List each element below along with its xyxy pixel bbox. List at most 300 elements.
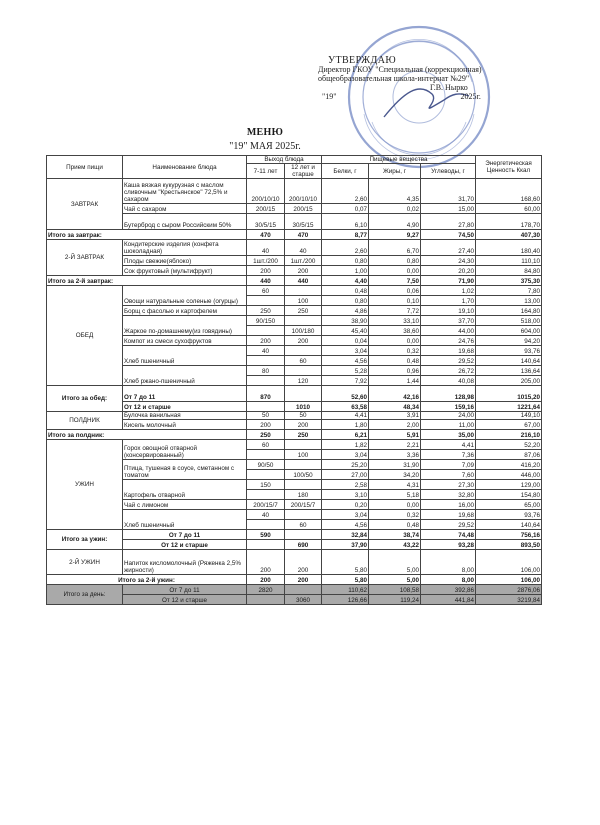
fat-value: 0,32 [369, 510, 421, 520]
protein-value: 32,84 [322, 530, 369, 540]
energy-value: 178,70 [476, 214, 542, 230]
yield-7-11 [247, 296, 285, 306]
energy-value: 756,16 [476, 530, 542, 540]
fat-value: 4,35 [369, 179, 421, 204]
yield-12 [285, 460, 322, 470]
carbs-value: 7,09 [421, 460, 476, 470]
energy-value: 1015,20 [476, 386, 542, 402]
total-age-label: От 12 и старше [123, 595, 247, 605]
protein-value: 25,20 [322, 460, 369, 470]
header-meal: Прием пищи [47, 156, 123, 179]
approval-block [318, 56, 533, 101]
yield-12: 1010 [285, 402, 322, 412]
yield-7-11: 30/5/15 [247, 214, 285, 230]
carbs-value: 37,70 [421, 316, 476, 326]
carbs-value: 44,00 [421, 326, 476, 336]
yield-7-11: 60 [247, 440, 285, 450]
header-carbs: Углеводы, г [421, 164, 476, 179]
yield-12 [285, 386, 322, 402]
fat-value: 7,50 [369, 276, 421, 286]
protein-value: 5,80 [322, 575, 369, 585]
yield-12: 470 [285, 230, 322, 240]
yield-7-11 [247, 470, 285, 480]
protein-value: 37,90 [322, 540, 369, 550]
energy-value: 106,00 [476, 550, 542, 575]
meal-dinner: УЖИН [47, 440, 123, 530]
fat-value: 5,91 [369, 430, 421, 440]
energy-value: 110,10 [476, 256, 542, 266]
dish-name: Кисель молочный [123, 420, 247, 430]
dish-name: Борщ с фасолью и картофелем [123, 306, 247, 316]
carbs-value: 8,00 [421, 575, 476, 585]
yield-12: 1шт./200 [285, 256, 322, 266]
yield-12: 250 [285, 306, 322, 316]
header-age-7-11: 7-11 лет [247, 164, 285, 179]
yield-7-11: 440 [247, 276, 285, 286]
yield-12: 200/15/7 [285, 500, 322, 510]
total-age-label: От 7 до 11 [123, 585, 247, 595]
carbs-value: 26,72 [421, 366, 476, 376]
protein-value: 0,04 [322, 336, 369, 346]
header-fat: Жиры, г [369, 164, 421, 179]
dish-name: Овощи натуральные соленые (огурцы) [123, 286, 247, 306]
carbs-value: 27,40 [421, 240, 476, 256]
carbs-value: 19,10 [421, 306, 476, 316]
energy-value: 149,10 [476, 412, 542, 420]
fat-value: 5,18 [369, 490, 421, 500]
fat-value: 6,70 [369, 240, 421, 256]
table-row [47, 286, 542, 296]
protein-value: 2,58 [322, 480, 369, 490]
dish-name: Горох овощной отварной (консервированный) [123, 440, 247, 460]
fat-value: 3,36 [369, 450, 421, 460]
energy-value: 893,50 [476, 540, 542, 550]
yield-12: 200/10/10 [285, 179, 322, 204]
carbs-value: 441,84 [421, 595, 476, 605]
carbs-value: 74,48 [421, 530, 476, 540]
approval-date-day: "19" [322, 92, 337, 101]
yield-7-11 [247, 490, 285, 500]
total-row-snack [47, 430, 542, 440]
header-energy: Энергетическая Ценность Ккал [476, 156, 542, 179]
yield-12 [285, 286, 322, 296]
fat-value: 1,44 [369, 376, 421, 386]
carbs-value: 159,16 [421, 402, 476, 412]
energy-value: 65,00 [476, 500, 542, 510]
fat-value: 5,00 [369, 575, 421, 585]
header-protein: Белки, г [322, 164, 369, 179]
fat-value: 0,00 [369, 336, 421, 346]
protein-value: 3,04 [322, 510, 369, 520]
energy-value: 407,30 [476, 230, 542, 240]
carbs-value: 24,76 [421, 336, 476, 346]
dish-name: Плоды свежие(яблоко) [123, 256, 247, 266]
yield-7-11: 870 [247, 386, 285, 402]
energy-value: 604,00 [476, 326, 542, 336]
table-row [47, 179, 542, 204]
yield-7-11: 200 [247, 420, 285, 430]
approval-signer: Г.В. Нырко [430, 83, 468, 92]
yield-12: 60 [285, 356, 322, 366]
energy-value: 518,00 [476, 316, 542, 326]
protein-value: 1,00 [322, 266, 369, 276]
fat-value: 31,90 [369, 460, 421, 470]
approval-date-year: 2025г. [460, 92, 481, 101]
fat-value: 38,74 [369, 530, 421, 540]
fat-value: 34,20 [369, 470, 421, 480]
total-row-lunch-7-11 [47, 386, 542, 402]
yield-7-11: 40 [247, 346, 285, 356]
total-label-dinner: Итого за ужин: [47, 530, 123, 550]
carbs-value: 1,02 [421, 286, 476, 296]
carbs-value: 1,70 [421, 296, 476, 306]
carbs-value: 40,08 [421, 376, 476, 386]
yield-12: 200 [285, 550, 322, 575]
fat-value: 7,72 [369, 306, 421, 316]
total-label: Итого за завтрак: [47, 230, 247, 240]
fat-value: 3,91 [369, 412, 421, 420]
yield-12 [285, 346, 322, 356]
protein-value: 63,58 [322, 402, 369, 412]
header-yield: Выход блюда [247, 156, 322, 164]
carbs-value: 32,80 [421, 490, 476, 500]
energy-value: 446,00 [476, 470, 542, 480]
protein-value: 6,10 [322, 214, 369, 230]
meal-lunch: ОБЕД [47, 286, 123, 386]
table-row [47, 240, 542, 256]
carbs-value: 16,00 [421, 500, 476, 510]
yield-12 [285, 366, 322, 376]
yield-7-11: 80 [247, 366, 285, 376]
energy-value: 87,06 [476, 450, 542, 460]
protein-value: 2,60 [322, 240, 369, 256]
dish-name: Каша вязкая кукурузная с маслом сливочным "Крестьянское" 72,5% и сахаром [123, 179, 247, 204]
carbs-value: 19,68 [421, 510, 476, 520]
yield-12: 200 [285, 575, 322, 585]
total-row-breakfast [47, 230, 542, 240]
yield-7-11: 50 [247, 412, 285, 420]
protein-value: 27,00 [322, 470, 369, 480]
energy-value: 1221,64 [476, 402, 542, 412]
carbs-value: 24,00 [421, 412, 476, 420]
energy-value: 180,40 [476, 240, 542, 256]
yield-7-11: 90/150 [247, 316, 285, 326]
dish-name: Кондитерские изделия (конфета шоколадная) [123, 240, 247, 256]
energy-value: 94,20 [476, 336, 542, 346]
yield-12 [285, 440, 322, 450]
protein-value: 4,41 [322, 412, 369, 420]
fat-value: 0,02 [369, 204, 421, 214]
yield-12: 50 [285, 412, 322, 420]
fat-value: 33,10 [369, 316, 421, 326]
page-title: МЕНЮ [246, 127, 284, 138]
carbs-value: 128,98 [421, 386, 476, 402]
yield-7-11: 2820 [247, 585, 285, 595]
protein-value: 4,86 [322, 306, 369, 316]
fat-value: 42,16 [369, 386, 421, 402]
protein-value: 3,04 [322, 450, 369, 460]
carbs-value: 71,90 [421, 276, 476, 286]
energy-value: 52,20 [476, 440, 542, 450]
yield-7-11 [247, 595, 285, 605]
fat-value: 9,27 [369, 230, 421, 240]
energy-value: 140,64 [476, 520, 542, 530]
header-age-12: 12 лет и старше [285, 164, 322, 179]
carbs-value: 29,52 [421, 520, 476, 530]
dish-name: Хлеб пшеничный [123, 346, 247, 366]
carbs-value: 29,52 [421, 356, 476, 366]
protein-value: 0,80 [322, 256, 369, 266]
energy-value: 136,64 [476, 366, 542, 376]
energy-value: 168,60 [476, 179, 542, 204]
yield-7-11 [247, 450, 285, 460]
approval-title: УТВЕРЖДАЮ [328, 55, 397, 66]
fat-value: 2,21 [369, 440, 421, 450]
yield-7-11: 40 [247, 240, 285, 256]
carbs-value: 35,00 [421, 430, 476, 440]
yield-12: 200 [285, 420, 322, 430]
energy-value: 2876,06 [476, 585, 542, 595]
dish-name: Напиток кисломолочный (Ряженка 2,5% жирности) [123, 550, 247, 575]
yield-12: 60 [285, 520, 322, 530]
total-label: Итого за 2-й ужин: [47, 575, 247, 585]
protein-value: 2,60 [322, 179, 369, 204]
yield-7-11: 200 [247, 550, 285, 575]
energy-value: 93,76 [476, 346, 542, 356]
yield-7-11: 90/50 [247, 460, 285, 470]
energy-value: 164,80 [476, 306, 542, 316]
fat-value: 0,06 [369, 286, 421, 296]
energy-value: 93,76 [476, 510, 542, 520]
carbs-value: 7,36 [421, 450, 476, 460]
yield-12: 120 [285, 376, 322, 386]
yield-7-11: 1шт./200 [247, 256, 285, 266]
total-label: Итого за 2-й завтрак: [47, 276, 247, 286]
yield-12 [285, 316, 322, 326]
protein-value: 0,48 [322, 286, 369, 296]
yield-7-11: 150 [247, 480, 285, 490]
protein-value: 45,40 [322, 326, 369, 336]
dish-name: Птица, тушеная в соусе, сметанном с томатом [123, 460, 247, 480]
fat-value: 0,48 [369, 520, 421, 530]
yield-12: 180 [285, 490, 322, 500]
protein-value: 8,77 [322, 230, 369, 240]
day-total-row-7-11 [47, 585, 542, 595]
yield-7-11: 200/10/10 [247, 179, 285, 204]
fat-value: 5,00 [369, 550, 421, 575]
carbs-value: 31,70 [421, 179, 476, 204]
yield-7-11: 200 [247, 575, 285, 585]
protein-value: 3,10 [322, 490, 369, 500]
protein-value: 38,90 [322, 316, 369, 326]
protein-value: 6,21 [322, 430, 369, 440]
protein-value: 5,28 [322, 366, 369, 376]
carbs-value: 4,41 [421, 440, 476, 450]
dish-name: Чай с сахаром [123, 204, 247, 214]
fat-value: 0,00 [369, 266, 421, 276]
carbs-value: 74,50 [421, 230, 476, 240]
meal-breakfast: ЗАВТРАК [47, 179, 123, 230]
energy-value: 416,20 [476, 460, 542, 470]
energy-value: 140,64 [476, 356, 542, 366]
protein-value: 5,80 [322, 550, 369, 575]
yield-7-11: 60 [247, 286, 285, 296]
yield-12: 250 [285, 430, 322, 440]
yield-12: 440 [285, 276, 322, 286]
approval-line-2: общеобразовательная школа-интернат №29" [318, 74, 470, 83]
energy-value: 13,00 [476, 296, 542, 306]
yield-7-11: 250 [247, 306, 285, 316]
yield-12: 100/180 [285, 326, 322, 336]
yield-7-11 [247, 540, 285, 550]
header-dish: Наименование блюда [123, 156, 247, 179]
yield-12 [285, 530, 322, 540]
approval-line-1: Директор ГКОУ "Специальная (коррекционная) [318, 65, 482, 74]
yield-7-11: 470 [247, 230, 285, 240]
meal-snack: ПОЛДНИК [47, 412, 123, 430]
page-subtitle: "19" МАЯ 2025г. [229, 141, 301, 152]
protein-value: 0,20 [322, 500, 369, 510]
total-age-label: От 7 до 11 [123, 386, 247, 402]
yield-12: 40 [285, 240, 322, 256]
dish-name: Картофель отварной [123, 480, 247, 500]
yield-7-11 [247, 520, 285, 530]
total-label: Итого за полдник: [47, 430, 247, 440]
carbs-value: 15,00 [421, 204, 476, 214]
fat-value: 0,10 [369, 296, 421, 306]
yield-12 [285, 585, 322, 595]
yield-7-11 [247, 356, 285, 366]
yield-12 [285, 480, 322, 490]
yield-7-11: 200/15 [247, 204, 285, 214]
carbs-value: 8,00 [421, 550, 476, 575]
header-row-1 [47, 156, 542, 164]
yield-12: 100 [285, 296, 322, 306]
yield-7-11: 590 [247, 530, 285, 540]
yield-12: 3060 [285, 595, 322, 605]
protein-value: 4,40 [322, 276, 369, 286]
yield-12: 100/50 [285, 470, 322, 480]
energy-value: 205,00 [476, 376, 542, 386]
meal-dinner-2: 2-Й УЖИН [47, 550, 123, 575]
protein-value: 1,80 [322, 420, 369, 430]
total-age-label: От 12 и старше [123, 402, 247, 412]
table-row [47, 440, 542, 450]
protein-value: 1,82 [322, 440, 369, 450]
energy-value: 60,00 [476, 204, 542, 214]
yield-12: 30/5/15 [285, 214, 322, 230]
fat-value: 2,00 [369, 420, 421, 430]
yield-7-11: 200/15/7 [247, 500, 285, 510]
protein-value: 3,04 [322, 346, 369, 356]
protein-value: 110,62 [322, 585, 369, 595]
protein-value: 4,56 [322, 356, 369, 366]
energy-value: 67,00 [476, 420, 542, 430]
carbs-value: 24,30 [421, 256, 476, 266]
energy-value: 154,80 [476, 490, 542, 500]
carbs-value: 27,30 [421, 480, 476, 490]
yield-7-11: 250 [247, 430, 285, 440]
yield-12 [285, 510, 322, 520]
total-age-label: От 7 до 11 [123, 530, 247, 540]
protein-value: 0,07 [322, 204, 369, 214]
yield-12: 100 [285, 450, 322, 460]
table-row [47, 550, 542, 575]
carbs-value: 93,28 [421, 540, 476, 550]
fat-value: 0,32 [369, 346, 421, 356]
fat-value: 38,60 [369, 326, 421, 336]
yield-7-11 [247, 402, 285, 412]
menu-table [46, 155, 542, 605]
approval-date [322, 92, 533, 101]
total-row-dinner-2 [47, 575, 542, 585]
yield-7-11: 200 [247, 266, 285, 276]
dish-name: Сок фруктовый (мультифрукт) [123, 266, 247, 276]
fat-value: 0,80 [369, 256, 421, 266]
fat-value: 0,48 [369, 356, 421, 366]
energy-value: 7,80 [476, 286, 542, 296]
dish-name: Бутерброд с сыром Российским 50% [123, 214, 247, 230]
day-total-label: Итого за день: [47, 585, 123, 605]
dish-name: Булочка ванильная [123, 412, 247, 420]
header-nutrients: Пищевые вещества [322, 156, 476, 164]
fat-value: 43,22 [369, 540, 421, 550]
total-label-lunch: Итого за обед: [47, 386, 123, 412]
yield-7-11 [247, 326, 285, 336]
energy-value: 106,00 [476, 575, 542, 585]
total-row-dinner-7-11 [47, 530, 542, 540]
fat-value: 48,34 [369, 402, 421, 412]
table-row [47, 412, 542, 420]
energy-value: 129,00 [476, 480, 542, 490]
total-age-label: От 12 и старше [123, 540, 247, 550]
carbs-value: 27,80 [421, 214, 476, 230]
fat-value: 108,58 [369, 585, 421, 595]
carbs-value: 19,68 [421, 346, 476, 356]
carbs-value: 7,60 [421, 470, 476, 480]
energy-value: 375,30 [476, 276, 542, 286]
fat-value: 4,31 [369, 480, 421, 490]
yield-12: 200/15 [285, 204, 322, 214]
yield-12: 200 [285, 266, 322, 276]
protein-value: 0,80 [322, 296, 369, 306]
dish-name: Компот из смеси сухофруктов [123, 336, 247, 346]
yield-7-11: 200 [247, 336, 285, 346]
energy-value: 216,10 [476, 430, 542, 440]
yield-12: 200 [285, 336, 322, 346]
energy-value: 84,80 [476, 266, 542, 276]
dish-name: Хлеб пшеничный [123, 510, 247, 530]
dish-name: Жаркое по-домашнему(из говядины) [123, 316, 247, 336]
fat-value: 119,24 [369, 595, 421, 605]
yield-12: 690 [285, 540, 322, 550]
yield-7-11 [247, 376, 285, 386]
protein-value: 126,66 [322, 595, 369, 605]
dish-name: Хлеб ржано-пшеничный [123, 366, 247, 386]
dish-name: Чай с лимоном [123, 500, 247, 510]
carbs-value: 20,20 [421, 266, 476, 276]
meal-breakfast-2: 2-Й ЗАВТРАК [47, 240, 123, 276]
protein-value: 7,92 [322, 376, 369, 386]
fat-value: 0,96 [369, 366, 421, 376]
fat-value: 4,90 [369, 214, 421, 230]
fat-value: 0,00 [369, 500, 421, 510]
total-row-breakfast-2 [47, 276, 542, 286]
energy-value: 3219,84 [476, 595, 542, 605]
carbs-value: 11,00 [421, 420, 476, 430]
yield-7-11: 40 [247, 510, 285, 520]
protein-value: 52,60 [322, 386, 369, 402]
